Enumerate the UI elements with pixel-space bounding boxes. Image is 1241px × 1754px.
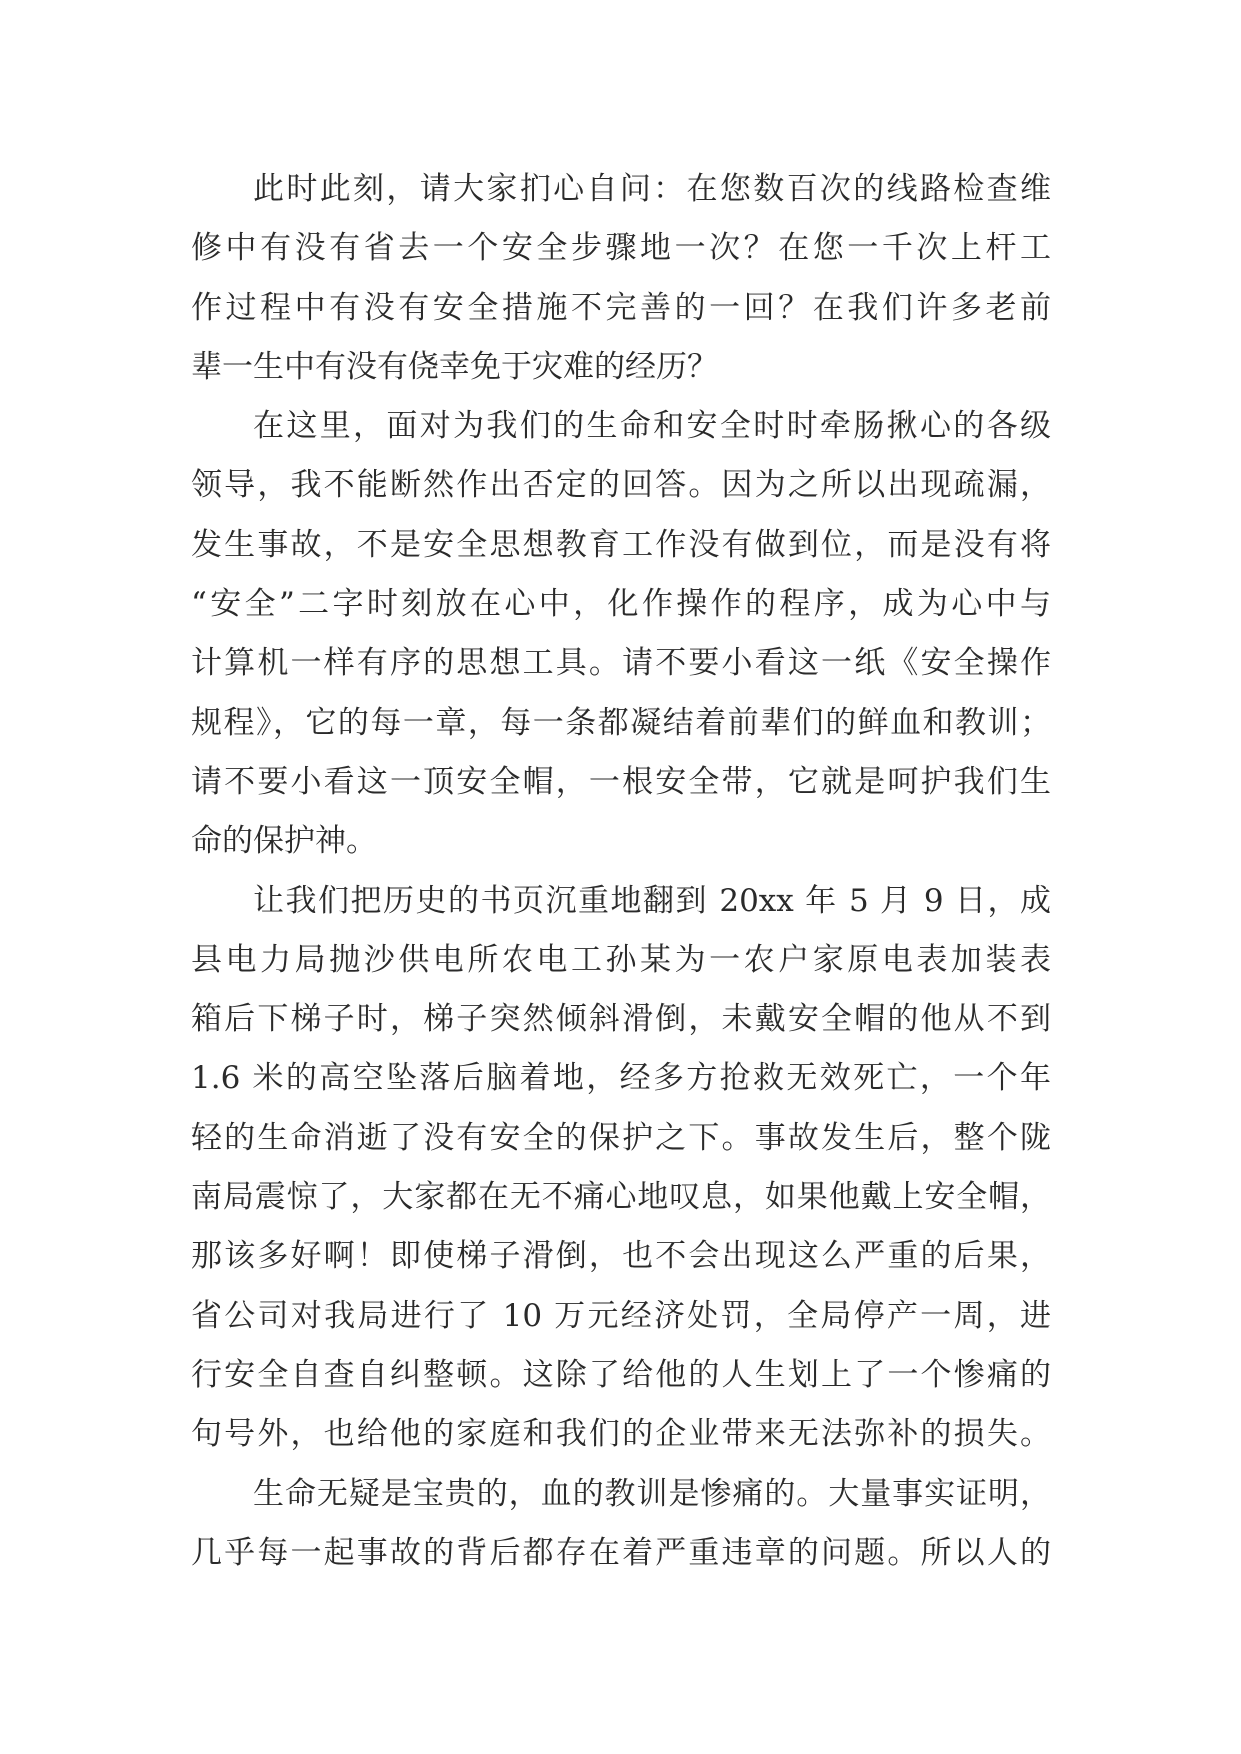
text-line: 省公司对我局进行了 10 万元经济处罚，全局停产一周，进 (191, 1297, 1051, 1334)
text-line: 修中有没有省去一个安全步骤地一次？在您一千次上杆工 (191, 230, 1051, 267)
paragraph (191, 872, 1051, 1465)
text-line: 在这里，面对为我们的生命和安全时时牵肠揪心的各级 (253, 408, 1051, 445)
text-line: 发生事故，不是安全思想教育工作没有做到位，而是没有将 (191, 526, 1051, 563)
text-line: 那该多好啊！即使梯子滑倒，也不会出现这么严重的后果， (191, 1238, 1051, 1275)
text-line: 生命无疑是宝贵的，血的教训是惨痛的。大量事实证明， (253, 1475, 1051, 1512)
text-line: 让我们把历史的书页沉重地翻到 20xx 年 5 月 9 日，成 (253, 882, 1051, 919)
text-line: 轻的生命消逝了没有安全的保护之下。事故发生后，整个陇 (191, 1119, 1051, 1156)
text-line: 规程》，它的每一章，每一条都凝结着前辈们的鲜血和教训； (191, 704, 1051, 741)
text-line: 命的保护神。 (191, 823, 377, 860)
text-line: 此时此刻，请大家扪心自问：在您数百次的线路检查维 (253, 171, 1051, 207)
document-body (191, 160, 1051, 1583)
text-line: 1.6 米的高空坠落后脑着地，经多方抢救无效死亡，一个年 (191, 1060, 1051, 1097)
text-line: 南局震惊了，大家都在无不痛心地叹息，如果他戴上安全帽， (191, 1179, 1051, 1216)
text-line: 行安全自查自纠整顿。这除了给他的人生划上了一个惨痛的 (191, 1356, 1051, 1393)
text-line: 县电力局抛沙供电所农电工孙某为一农户家原电表加装表 (191, 941, 1051, 978)
paragraph (191, 160, 1051, 397)
text-line: 请不要小看这一顶安全帽，一根安全带，它就是呵护我们生 (191, 763, 1051, 800)
paragraph (191, 1465, 1051, 1584)
text-line: 箱后下梯子时，梯子突然倾斜滑倒，未戴安全帽的他从不到 (191, 1001, 1051, 1038)
text-line: 计算机一样有序的思想工具。请不要小看这一纸《安全操作 (191, 645, 1051, 682)
text-line: “安全”二字时刻放在心中，化作操作的程序，成为心中与 (191, 586, 1051, 623)
text-line: 领导，我不能断然作出否定的回答。因为之所以出现疏漏， (191, 467, 1051, 504)
text-line: 句号外，也给他的家庭和我们的企业带来无法弥补的损失。 (191, 1416, 1051, 1453)
text-line: 作过程中有没有安全措施不完善的一回？在我们许多老前 (191, 289, 1051, 326)
text-line: 几乎每一起事故的背后都存在着严重违章的问题。所以人的 (191, 1534, 1051, 1571)
text-line: 辈一生中有没有侥幸免于灾难的经历？ (191, 348, 718, 385)
paragraph (191, 397, 1051, 871)
